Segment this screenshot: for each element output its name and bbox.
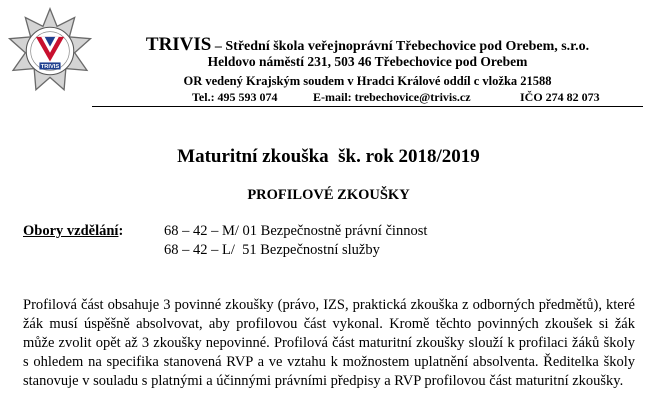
header-divider [92, 106, 643, 107]
body-paragraph: Profilová část obsahuje 3 povinné zkoušky (právo, IZS, praktická zkouška z odborných předmětů), které žák musí úspěšně absolvovat, aby profilovou část vykonal. Kromě těchto povinných zkoušek si žák může zvolit opět až 3 zkoušky nepovinné. Profilová část maturitní zkoušky slouží k profilaci žáků školy s ohledem na specifika stanovená RVP a ve vztahu k možnostem uplatnění absolventa. Ředitelka školy stanovuje v souladu s platnými a účinnými právními předpisy a RVP profilovou část maturitní zkoušky. [23, 297, 635, 389]
obor-item: 68 – 42 – M/ 01 Bezpečnostně právní činnost [164, 223, 428, 239]
school-name-line [92, 34, 643, 56]
document-subtitle: PROFILOVÉ ZKOUŠKY [247, 187, 410, 203]
obor-item: 68 – 42 – L/ 51 Bezpečnostní služby [164, 242, 380, 258]
school-logo [6, 7, 94, 95]
phone: Tel.: 495 593 074 [192, 90, 278, 104]
school-address: Heldovo náměstí 231, 503 46 Třebechovice pod Orebem [207, 54, 528, 69]
registry-info: OR vedený Krajským soudem v Hradci Králové oddíl c vložka 21588 [183, 74, 552, 88]
school-brand: TRIVIS [145, 34, 212, 55]
school-full-name: – Střední škola veřejnoprávní Třebechovice pod Orebem, s.r.o. [211, 39, 590, 54]
logo-text: TRIVIS [40, 64, 60, 71]
document-title: Maturitní zkouška šk. rok 2018/2019 [177, 146, 480, 167]
obory-label: Obory vzdělání: [23, 223, 124, 239]
email: E-mail: trebechovice@trivis.cz [313, 90, 471, 104]
company-id: IČO 274 82 073 [520, 90, 600, 104]
